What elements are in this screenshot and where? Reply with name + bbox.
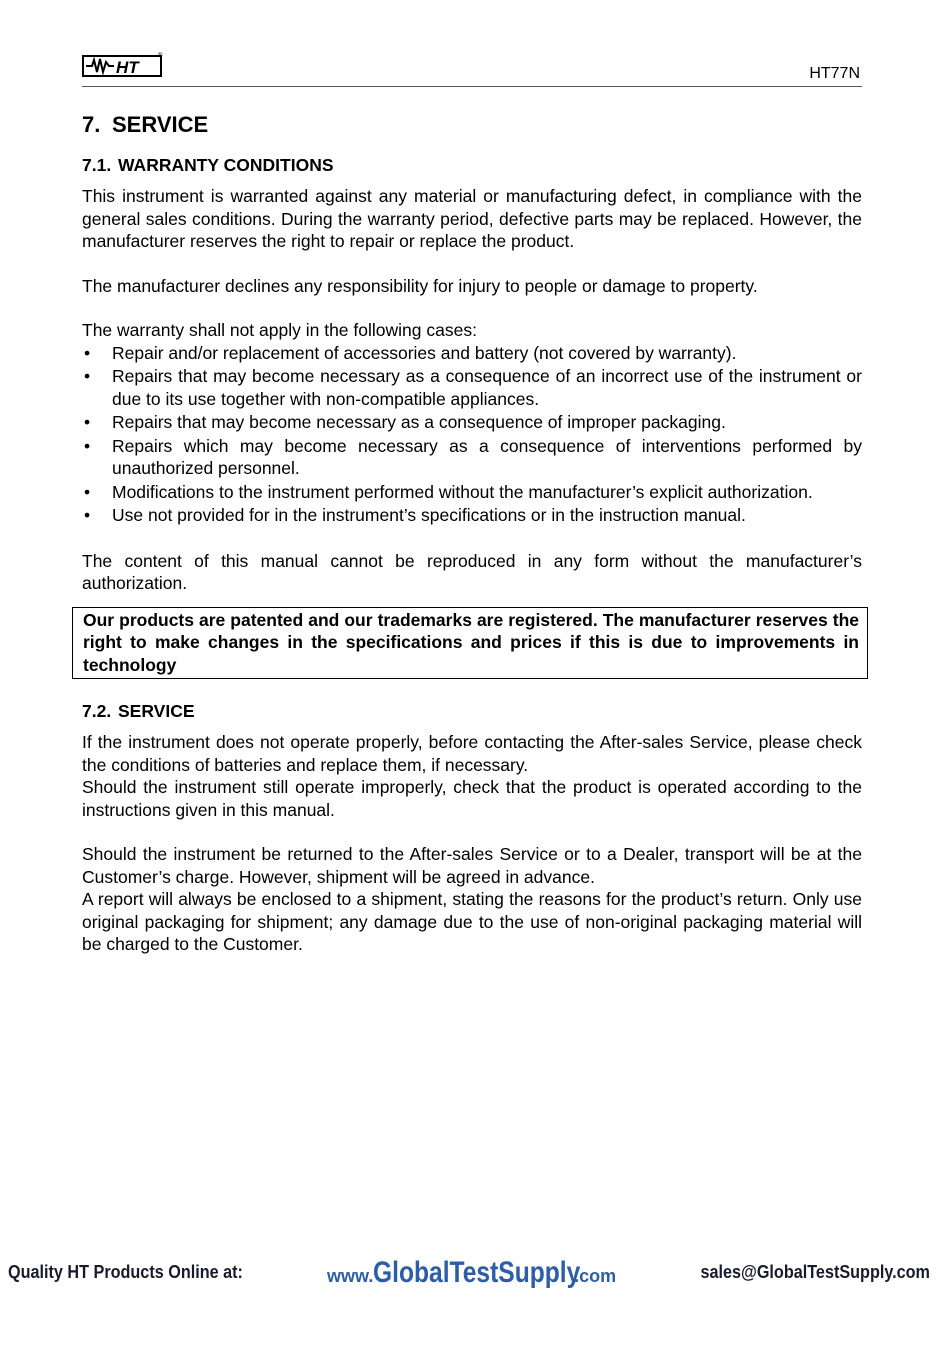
warranty-paragraph-4: The content of this manual cannot be reproduced in any form without the manufacturer’s authorization.	[82, 550, 862, 593]
ht-logo	[82, 50, 164, 80]
svg-text:®: ®	[158, 53, 163, 59]
warranty-paragraph-2: The manufacturer declines any responsibility for injury to people or damage to property.	[82, 275, 758, 296]
section-title: 7. SERVICE	[82, 112, 209, 137]
list-item: • Repairs which may become necessary as a consequence of interventions performed by unauthorized personnel.	[82, 435, 862, 480]
list-item: • Modifications to the instrument performed without the manufacturer’s explicit authorization.	[82, 481, 862, 504]
model-label: HT77N	[809, 65, 860, 82]
page-content	[82, 110, 862, 956]
page-header	[82, 50, 862, 87]
service-paragraph-1: If the instrument does not operate properly, before contacting the After-sales Service, please check the conditions of batteries and replace them, if necessary.	[82, 732, 862, 775]
service-heading: 7.2. SERVICE	[82, 701, 195, 721]
footer-tagline: Quality HT Products Online at:	[8, 1262, 243, 1282]
list-item: • Repair and/or replacement of accessories and battery (not covered by warranty).	[82, 342, 862, 365]
warranty-paragraph-1: This instrument is warranted against any material or manufacturing defect, in compliance with the general sales conditions. During the warranty period, defective parts may be replaced. However, the manufacturer reserves the right to repair or replace the product.	[82, 186, 862, 251]
service-paragraph-4: A report will always be enclosed to a shipment, stating the reasons for the product’s return. Only use original packaging for shipment; any damage due to the use of non-original packaging material will be charged to the Customer.	[82, 889, 862, 954]
list-item: • Repairs that may become necessary as a consequence of improper packaging.	[82, 411, 862, 434]
warranty-paragraph-3: The warranty shall not apply in the following cases:	[82, 320, 477, 340]
footer-email-link[interactable]: sales@GlobalTestSupply.com	[700, 1262, 930, 1282]
footer-www: www.	[327, 1266, 374, 1286]
warranty-exclusions-list	[82, 342, 862, 527]
service-paragraph-3: Should the instrument be returned to the After-sales Service or to a Dealer, transport will be at the Customer’s charge. However, shipment will be agreed in advance.	[82, 844, 862, 887]
list-item: • Use not provided for in the instrument’s specifications or in the instruction manual.	[82, 504, 862, 527]
footer-brand: GlobalTestSupply	[373, 1256, 581, 1289]
footer-website-link[interactable]	[327, 1256, 616, 1290]
logo-text: HT	[116, 58, 139, 77]
footer-com: .com	[574, 1266, 617, 1286]
service-paragraph-2: Should the instrument still operate improperly, check that the product is operated according to the instructions given in this manual.	[82, 777, 862, 820]
patent-notice-box: Our products are patented and our trademarks are registered. The manufacturer reserves the right to make changes in the specifications and prices if this is due to improvements in technology	[72, 607, 868, 680]
warranty-heading: 7.1. WARRANTY CONDITIONS	[82, 155, 334, 175]
list-item: • Repairs that may become necessary as a consequence of an incorrect use of the instrument or due to its use together with non-compatible appliances.	[82, 365, 862, 410]
page-footer	[0, 1256, 950, 1292]
